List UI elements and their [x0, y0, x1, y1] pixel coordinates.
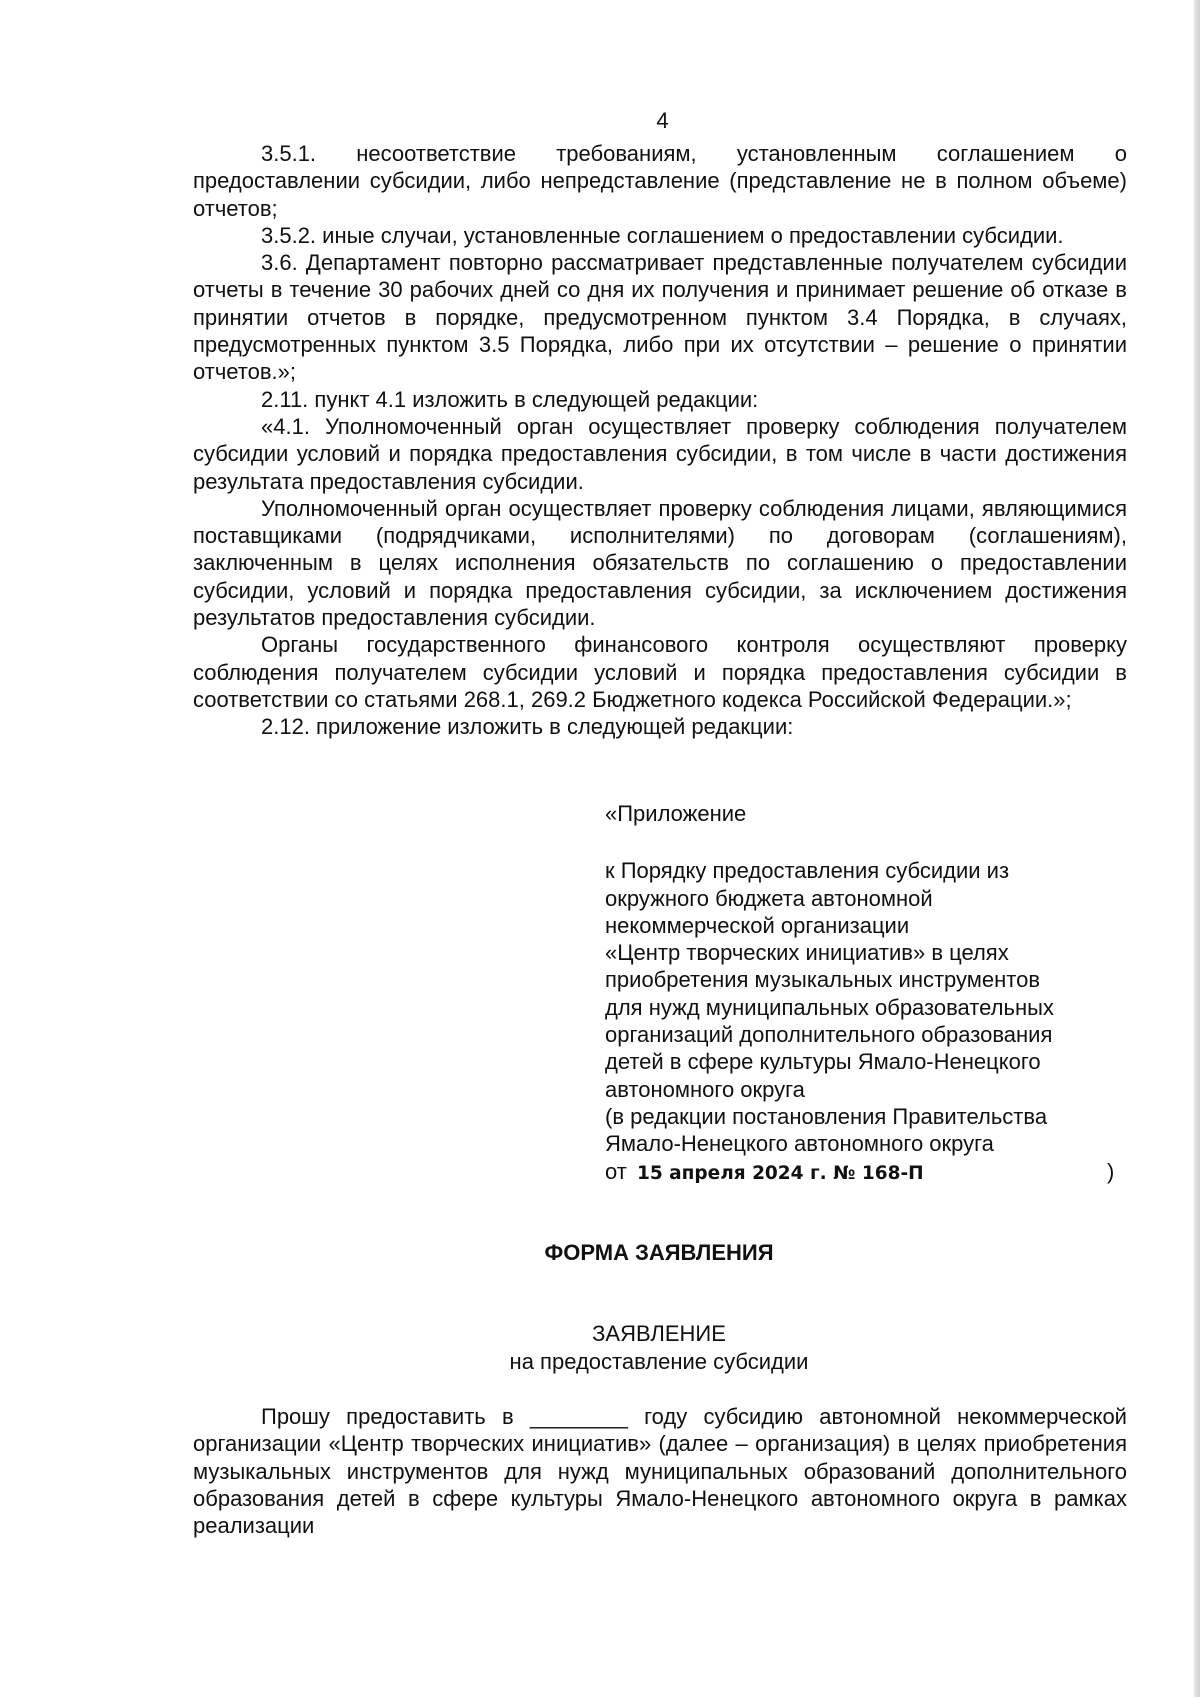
annex-line: для нужд муниципальных образовательных — [605, 994, 1054, 1020]
paragraph-3-5-2: 3.5.2. иные случаи, установленные соглашением о предоставлении субсидии. — [261, 222, 1064, 248]
annex-line: приобретения музыкальных инструментов — [605, 967, 1041, 993]
statement-title: ЗАЯВЛЕНИЕ — [592, 1321, 726, 1346]
annex-line: автономного округа — [605, 1076, 805, 1102]
annex-line: к Порядку предоставления субсидии из — [605, 858, 1010, 884]
statement-subtitle: на предоставление субсидии — [509, 1349, 809, 1374]
annex-block — [605, 800, 1125, 1187]
annex-heading: «Приложение — [605, 801, 747, 826]
annex-date-line — [605, 1158, 1125, 1187]
annex-line: «Центр творческих инициатив» в целях — [605, 940, 1009, 966]
annex-line: некоммерческой организации — [605, 912, 910, 938]
annex-line: (в редакции постановления Правительства — [605, 1103, 1048, 1129]
paragraph-3-6: 3.6. Департамент повторно рассматривает представленные получателем субсидии отчеты в течение 30 рабочих дней со дня их получения и принимает решение об отказе в принятии отчетов в порядке, предусмотренном пунктом 3.4 Порядка, в случаях, предусмотренных пунктом 3.5 Порядка, либо при их отсутствии – решение о принятии отчетов.»; — [193, 250, 1127, 385]
page-edge-shadow — [1194, 0, 1200, 1697]
paragraph-2-11: 2.11. пункт 4.1 изложить в следующей редакции: — [261, 386, 759, 412]
amendment-text — [193, 140, 1127, 741]
paragraph-authority-check: Уполномоченный орган осуществляет проверку соблюдения лицами, являющимися поставщиками (подрядчиками, исполнителями) по договорам (соглашениям), заключенным в целях исполнения обязательств по соглашению о предоставлении субсидии, условий и порядка предоставления субсидии, за исключением достижения результатов предоставления субсидии. — [193, 495, 1127, 631]
statement-text-before: Прошу предоставить в — [261, 1404, 514, 1429]
paragraph-4-1: «4.1. Уполномоченный орган осуществляет проверку соблюдения получателем субсидии условий и порядка предоставления субсидии, в том числе в части достижения результата предоставления субсидии. — [193, 413, 1127, 494]
paragraph-2-12: 2.12. приложение изложить в следующей редакции: — [261, 714, 794, 740]
year-blank-field: ________ — [529, 1404, 628, 1429]
annex-date-prefix: от — [605, 1158, 627, 1184]
annex-line: детей в сфере культуры Ямало-Ненецкого — [605, 1049, 1041, 1075]
annex-date-value: 15 апреля 2024 г. № 168-П — [636, 1162, 924, 1184]
annex-line: окружного бюджета автономной — [605, 885, 933, 911]
statement-paragraph — [193, 1403, 1127, 1539]
annex-line: Ямало-Ненецкого автономного округа — [605, 1131, 994, 1157]
paragraph-3-5-1: 3.5.1. несоответствие требованиям, установленным соглашением о предоставлении субсидии, либо непредставление (представление не в полном объеме) отчетов; — [193, 141, 1127, 221]
form-title: ФОРМА ЗАЯВЛЕНИЯ — [544, 1240, 774, 1265]
paragraph-financial-control: Органы государственного финансового контроля осуществляют проверку соблюдения получателем субсидии условий и порядка предоставления субсидии в соответствии со статьями 268.1, 269.2 Бюджетного кодекса Российской Федерации.»; — [193, 632, 1127, 712]
annex-line: организаций дополнительного образования — [605, 1022, 1053, 1048]
annex-spacer — [605, 827, 1125, 857]
annex-date-suffix: ) — [1107, 1158, 1115, 1184]
statement-body — [193, 1403, 1127, 1539]
statement-text-after: году субсидию автономной некоммерческой организации «Центр творческих инициатив» (далее – организация) в целях приобретения музыкальных инструментов для нужд муниципальных образований дополнительного образования детей в сфере культуры Ямало-Ненецкого автономного округа в рамках реализации — [193, 1404, 1127, 1539]
statement-heading — [0, 1320, 1200, 1376]
page-number: 4 — [656, 108, 669, 133]
